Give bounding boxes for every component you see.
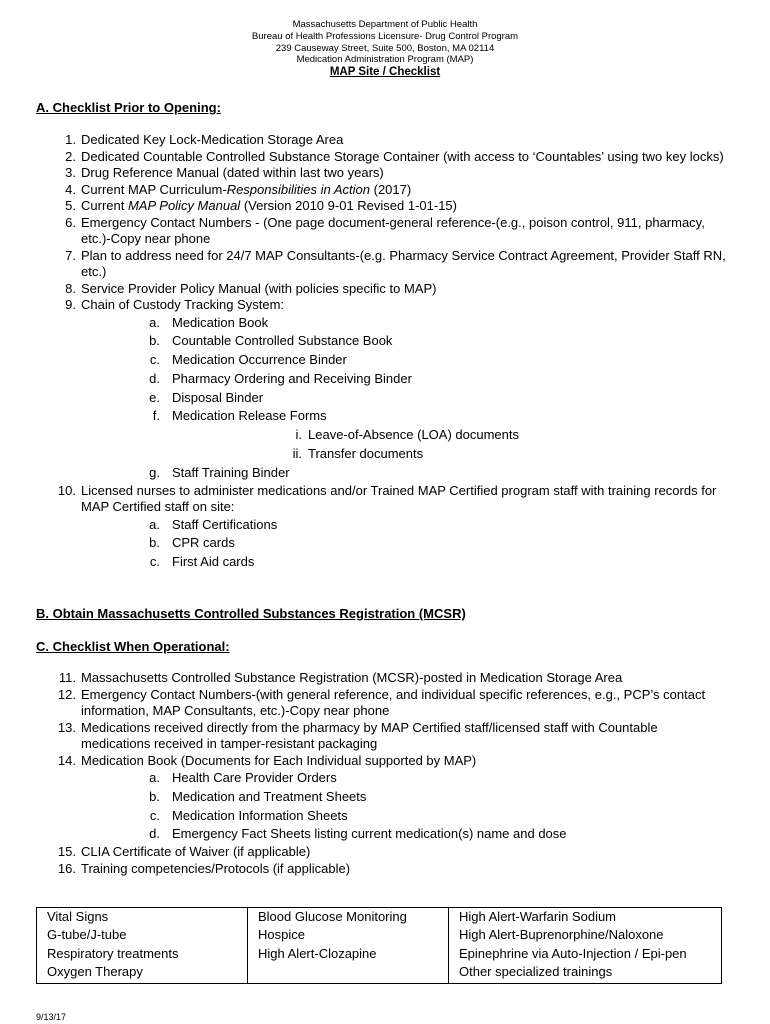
item-text: Medication Book (Documents for Each Individual supported by MAP) — [81, 752, 477, 768]
sub-item-letter: a. — [149, 516, 160, 532]
sub-item-letter: b. — [149, 333, 160, 349]
item-text: Emergency Contact Numbers - (One page document-general reference-(e.g., poison control, 911, pharmacy, etc.)-Copy near phone — [81, 214, 705, 246]
item-number: 1. — [65, 132, 76, 147]
checklist-item — [36, 753, 726, 845]
training-option — [254, 927, 444, 945]
checklist-item — [36, 149, 726, 166]
sub-item — [81, 314, 726, 333]
item-text-start: Current MAP Curriculum- — [81, 181, 227, 197]
sub-item — [81, 351, 726, 370]
section-c-list — [36, 670, 726, 877]
training-table — [36, 907, 722, 984]
item-number: 16. — [57, 860, 76, 876]
training-column-3 — [449, 908, 722, 984]
item-number: 8. — [65, 280, 76, 296]
sub-item — [81, 389, 726, 408]
item-number: 5. — [65, 198, 76, 213]
item-text-end: (Version 2010 9-01 Revised 1-01-15) — [240, 198, 457, 213]
training-option-label: G-tube/J-tube — [47, 927, 127, 943]
checklist-item — [36, 861, 726, 878]
sub-item — [81, 788, 726, 807]
training-option — [455, 946, 717, 964]
item-text: Emergency Contact Numbers-(with general reference, and individual specific references, e.g., PCP’s contact information, MAP Consultants, etc.)-Copy near phone — [81, 686, 706, 718]
checklist-item — [36, 297, 726, 483]
checklist-item — [36, 720, 726, 753]
sub-sub-item — [172, 426, 726, 445]
sub-item-letter: a. — [149, 314, 160, 330]
sub-sub-item-numeral: i. — [295, 427, 302, 443]
training-option-label: Vital Signs — [47, 909, 109, 924]
checklist-item — [36, 248, 726, 281]
sub-item — [81, 332, 726, 351]
sub-item-text: Countable Controlled Substance Book — [172, 333, 393, 349]
training-option-label: Epinephrine via Auto-Injection / Epi-pen — [459, 945, 687, 961]
sub-item-letter: c. — [149, 554, 160, 570]
item-text: Drug Reference Manual (dated within last two years) — [81, 165, 384, 180]
sub-item — [81, 464, 726, 483]
sub-item-letter: d. — [149, 826, 160, 842]
sub-sub-list — [172, 426, 726, 464]
sub-sub-item — [172, 445, 726, 464]
item-text-emphasis: Responsibilities in Action — [226, 181, 370, 197]
item-text — [81, 182, 411, 197]
sub-item-text: Medication Book — [172, 314, 269, 330]
training-option-label: Hospice — [258, 927, 305, 943]
sub-sub-item-text: Leave-of-Absence (LOA) documents — [308, 427, 519, 443]
item-text-emphasis: MAP Policy Manual — [127, 198, 241, 213]
item-text: Chain of Custody Tracking System: — [81, 297, 285, 312]
sub-item-letter: a. — [149, 770, 160, 785]
item-number: 7. — [65, 247, 76, 263]
training-option — [43, 909, 243, 927]
sub-list — [81, 314, 726, 483]
training-option-label: High Alert-Clozapine — [258, 945, 377, 961]
footer-date: 9/13/17 — [36, 1012, 67, 1022]
item-text: CLIA Certificate of Waiver (if applicable) — [81, 844, 311, 860]
sub-item-text: Medication Information Sheets — [172, 807, 348, 823]
item-text: Licensed nurses to administer medications and/or Trained MAP Certified program staff with training records for MAP Certified staff on site: — [81, 482, 717, 515]
item-text: Training competencies/Protocols (if applicable) — [81, 860, 351, 876]
training-option-label: Blood Glucose Monitoring — [258, 909, 407, 924]
sub-item-letter: f. — [152, 408, 160, 424]
sub-item — [81, 370, 726, 389]
sub-item-text: Medication Occurrence Binder — [172, 352, 347, 368]
sub-item-letter: b. — [149, 535, 160, 551]
checklist-item — [36, 281, 726, 298]
item-number: 6. — [65, 214, 76, 230]
item-text: Dedicated Key Lock-Medication Storage Area — [81, 132, 344, 147]
training-option-label: Oxygen Therapy — [47, 963, 143, 979]
item-text-end: (2017) — [370, 181, 412, 197]
item-number: 15. — [57, 844, 76, 860]
training-option — [43, 946, 243, 964]
training-option — [254, 946, 444, 964]
training-option — [455, 909, 717, 927]
header-line-2: Bureau of Health Professions Licensure- Drug Control Program — [251, 30, 519, 42]
sub-sub-item-numeral: ii. — [292, 446, 302, 462]
sub-item-letter: e. — [149, 389, 160, 405]
training-option-label: High Alert-Warfarin Sodium — [459, 909, 617, 924]
sub-item-letter: g. — [149, 464, 160, 480]
item-text-start: Current — [81, 198, 128, 213]
item-number: 2. — [65, 148, 76, 164]
training-option — [455, 964, 717, 982]
training-option — [43, 927, 243, 945]
checklist-item — [36, 687, 726, 720]
sub-item-text: Disposal Binder — [172, 389, 264, 405]
checklist-item — [36, 844, 726, 861]
item-number: 14. — [57, 752, 76, 768]
section-a-list — [36, 132, 726, 572]
document-header — [0, 19, 770, 79]
training-option — [455, 927, 717, 945]
item-number: 11. — [58, 670, 76, 685]
item-text: Medications received directly from the pharmacy by MAP Certified staff/licensed staff with Countable medications received in tamper-resistant packaging — [81, 719, 658, 751]
header-line-3: 239 Causeway Street, Suite 500, Boston, MA 02114 — [275, 42, 495, 54]
training-option-label: Respiratory treatments — [47, 945, 179, 961]
training-option — [43, 964, 243, 982]
sub-item-letter: c. — [149, 807, 160, 823]
checklist-item — [36, 215, 726, 248]
checklist-item — [36, 182, 726, 199]
checklist-item — [36, 670, 726, 687]
sub-item-letter: d. — [149, 370, 160, 386]
sub-item — [81, 807, 726, 826]
sub-item-text: CPR cards — [172, 535, 235, 551]
training-column-1 — [37, 908, 248, 984]
item-number: 3. — [65, 165, 76, 180]
sub-item — [81, 825, 726, 844]
item-text: Service Provider Policy Manual (with policies specific to MAP) — [81, 280, 437, 296]
item-number: 4. — [65, 181, 76, 197]
item-text — [81, 198, 457, 213]
sub-item-text: Pharmacy Ordering and Receiving Binder — [172, 370, 412, 386]
checklist-item — [36, 198, 726, 215]
sub-item — [81, 407, 726, 463]
item-number: 12. — [57, 686, 76, 702]
sub-item — [81, 516, 726, 535]
item-number: 10. — [57, 482, 76, 498]
sub-item — [81, 769, 726, 788]
item-number: 9. — [65, 297, 76, 312]
sub-item-text: Medication and Treatment Sheets — [172, 788, 367, 804]
sub-list — [81, 516, 726, 572]
checklist-item — [36, 483, 726, 572]
sub-item-text: First Aid cards — [172, 554, 255, 570]
document-title: MAP Site / Checklist — [329, 66, 441, 79]
section-c-heading: C. Checklist When Operational: — [36, 639, 230, 654]
sub-item-text: Staff Training Binder — [172, 464, 290, 480]
checklist-item — [36, 132, 726, 149]
sub-item-letter: c. — [149, 352, 160, 368]
header-line-1: Massachusetts Department of Public Health — [292, 19, 478, 30]
item-text: Dedicated Countable Controlled Substance Storage Container (with access to ‘Countables’ using two key locks) — [81, 148, 724, 164]
sub-item-text: Health Care Provider Orders — [172, 770, 337, 785]
sub-list — [81, 769, 726, 844]
training-option — [254, 909, 444, 927]
sub-sub-item-text: Transfer documents — [308, 446, 424, 462]
header-line-4: Medication Administration Program (MAP) — [296, 54, 474, 66]
sub-item — [81, 553, 726, 572]
item-text: Massachusetts Controlled Substance Registration (MCSR)-posted in Medication Storage Area — [81, 670, 623, 685]
training-option-label: Other specialized trainings — [459, 963, 613, 979]
sub-item — [81, 534, 726, 553]
training-column-2 — [248, 908, 449, 984]
section-a-heading: A. Checklist Prior to Opening: — [36, 100, 221, 115]
sub-item-text: Staff Certifications — [172, 516, 278, 532]
checklist-item — [36, 165, 726, 182]
sub-item-text: Medication Release Forms — [172, 408, 327, 424]
training-option-label: High Alert-Buprenorphine/Naloxone — [459, 927, 664, 943]
section-b-heading: B. Obtain Massachusetts Controlled Substances Registration (MCSR) — [36, 606, 466, 621]
item-number: 13. — [57, 719, 76, 735]
sub-item-text: Emergency Fact Sheets listing current medication(s) name and dose — [172, 826, 567, 842]
sub-item-letter: b. — [149, 788, 160, 804]
item-text: Plan to address need for 24/7 MAP Consultants-(e.g. Pharmacy Service Contract Agreement, Provider Staff RN, etc.) — [81, 247, 726, 279]
